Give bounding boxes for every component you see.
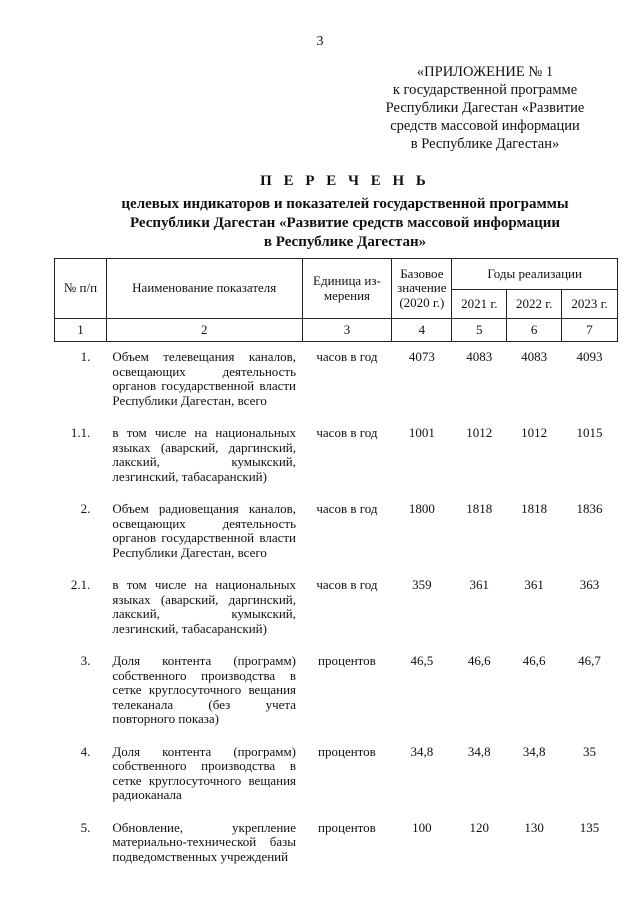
appendix-line: Республики Дагестан «Развитие	[385, 100, 585, 116]
row-2022: 1818	[521, 501, 548, 516]
table-row	[55, 342, 618, 419]
row-no: 2.1.	[70, 577, 91, 592]
row-unit: процентов	[318, 653, 376, 668]
title-line: целевых индикаторов и показателей государственной программы	[121, 196, 569, 212]
header-2021: 2021 г.	[452, 290, 507, 319]
row-2022: 46,6	[522, 653, 546, 668]
column-number: 6	[507, 319, 562, 342]
row-no: 2.	[80, 501, 91, 516]
appendix-line: «ПРИЛОЖЕНИЕ № 1	[416, 64, 554, 80]
row-2023: 4093	[576, 349, 603, 364]
indicators-table	[54, 258, 618, 874]
appendix-line: к государственной программе	[392, 82, 578, 98]
header-unit: Единица из-мерения	[302, 259, 392, 319]
row-name: Объем телевещания каналов, освещающих деятельность органов государственной власти Республики Дагестан, всего	[112, 349, 297, 408]
row-2021: 1818	[466, 501, 493, 516]
appendix-line: в Республике Дагестан»	[410, 136, 560, 152]
column-number: 5	[452, 319, 507, 342]
row-unit: часов в год	[316, 349, 378, 364]
column-number: 3	[302, 319, 392, 342]
row-unit: процентов	[318, 819, 376, 835]
table-row	[55, 646, 618, 737]
header-2022: 2022 г.	[507, 290, 562, 319]
row-name: Доля контента (программ) собственного производства в сетке круглосуточного вещания телеканала (без учета повторного показа)	[112, 653, 297, 726]
row-unit: часов в год	[316, 425, 378, 440]
row-no: 5.	[80, 819, 91, 835]
row-2023: 35	[583, 743, 597, 759]
row-name: в том числе на национальных языках (аварский, даргинский, лакский, кумыкский, лезгинский, табасаранский)	[112, 577, 297, 636]
row-2022: 1012	[521, 425, 548, 440]
row-2023: 135	[579, 819, 600, 835]
row-base: 4073	[408, 349, 435, 364]
column-number: 2	[106, 319, 302, 342]
row-base: 100	[412, 819, 432, 835]
column-number: 1	[55, 319, 107, 342]
header-base: Базовое значение (2020 г.)	[392, 259, 452, 319]
header-years-group: Годы реализации	[452, 259, 618, 290]
row-2023: 363	[579, 577, 600, 592]
row-2023: 46,7	[578, 653, 601, 668]
document-title	[80, 172, 610, 252]
row-base: 34,8	[410, 743, 434, 759]
row-name: Обновление, укрепление материально-технической базы подведомственных учреждений	[112, 819, 297, 864]
table-row	[55, 494, 618, 570]
table-row	[55, 418, 618, 494]
header-no: № п/п	[55, 259, 107, 319]
header-2023: 2023 г.	[562, 290, 618, 319]
title-heading: П Е Р Е Ч Е Н Ь	[260, 173, 430, 189]
column-number: 7	[562, 319, 618, 342]
row-2021: 1012	[466, 425, 493, 440]
row-name: в том числе на национальных языках (аварский, даргинский, лакский, кумыкский, лезгинский, табасаранский)	[112, 425, 297, 484]
page-number: 3	[316, 34, 324, 49]
row-2021: 34,8	[467, 743, 491, 759]
row-name: Объем радиовещания каналов, освещающих деятельность органов государственной власти Республики Дагестан, всего	[112, 501, 297, 560]
row-2022: 130	[524, 819, 544, 835]
row-2023: 1836	[576, 501, 603, 516]
table-row	[55, 570, 618, 646]
row-no: 3.	[80, 653, 91, 668]
title-line: в Республике Дагестан»	[263, 234, 427, 250]
row-2021: 120	[469, 819, 490, 835]
column-number: 4	[392, 319, 452, 342]
row-2022: 4083	[521, 349, 548, 364]
row-2022: 361	[524, 577, 544, 592]
appendix-line: средств массовой информации	[390, 118, 580, 134]
header-name: Наименование показателя	[106, 259, 302, 319]
row-2021: 46,6	[467, 653, 491, 668]
row-base: 359	[412, 577, 432, 592]
row-no: 1.1.	[70, 425, 91, 440]
row-unit: процентов	[318, 743, 376, 759]
row-2021: 361	[469, 577, 490, 592]
table-row	[55, 813, 618, 875]
title-line: Республики Дагестан «Развитие средств массовой информации	[129, 215, 561, 231]
row-no: 4.	[80, 743, 91, 759]
row-base: 1800	[408, 501, 435, 516]
row-2021: 4083	[466, 349, 493, 364]
row-unit: часов в год	[316, 577, 378, 592]
table-row	[55, 737, 618, 813]
appendix-note	[380, 63, 590, 153]
row-unit: часов в год	[316, 501, 378, 516]
row-base: 1001	[408, 425, 435, 440]
row-2022: 34,8	[522, 743, 546, 759]
row-2023: 1015	[576, 425, 603, 440]
row-no: 1.	[80, 349, 91, 364]
row-base: 46,5	[410, 653, 434, 668]
row-name: Доля контента (программ) собственного производства в сетке круглосуточного вещания радиоканала	[112, 743, 297, 802]
